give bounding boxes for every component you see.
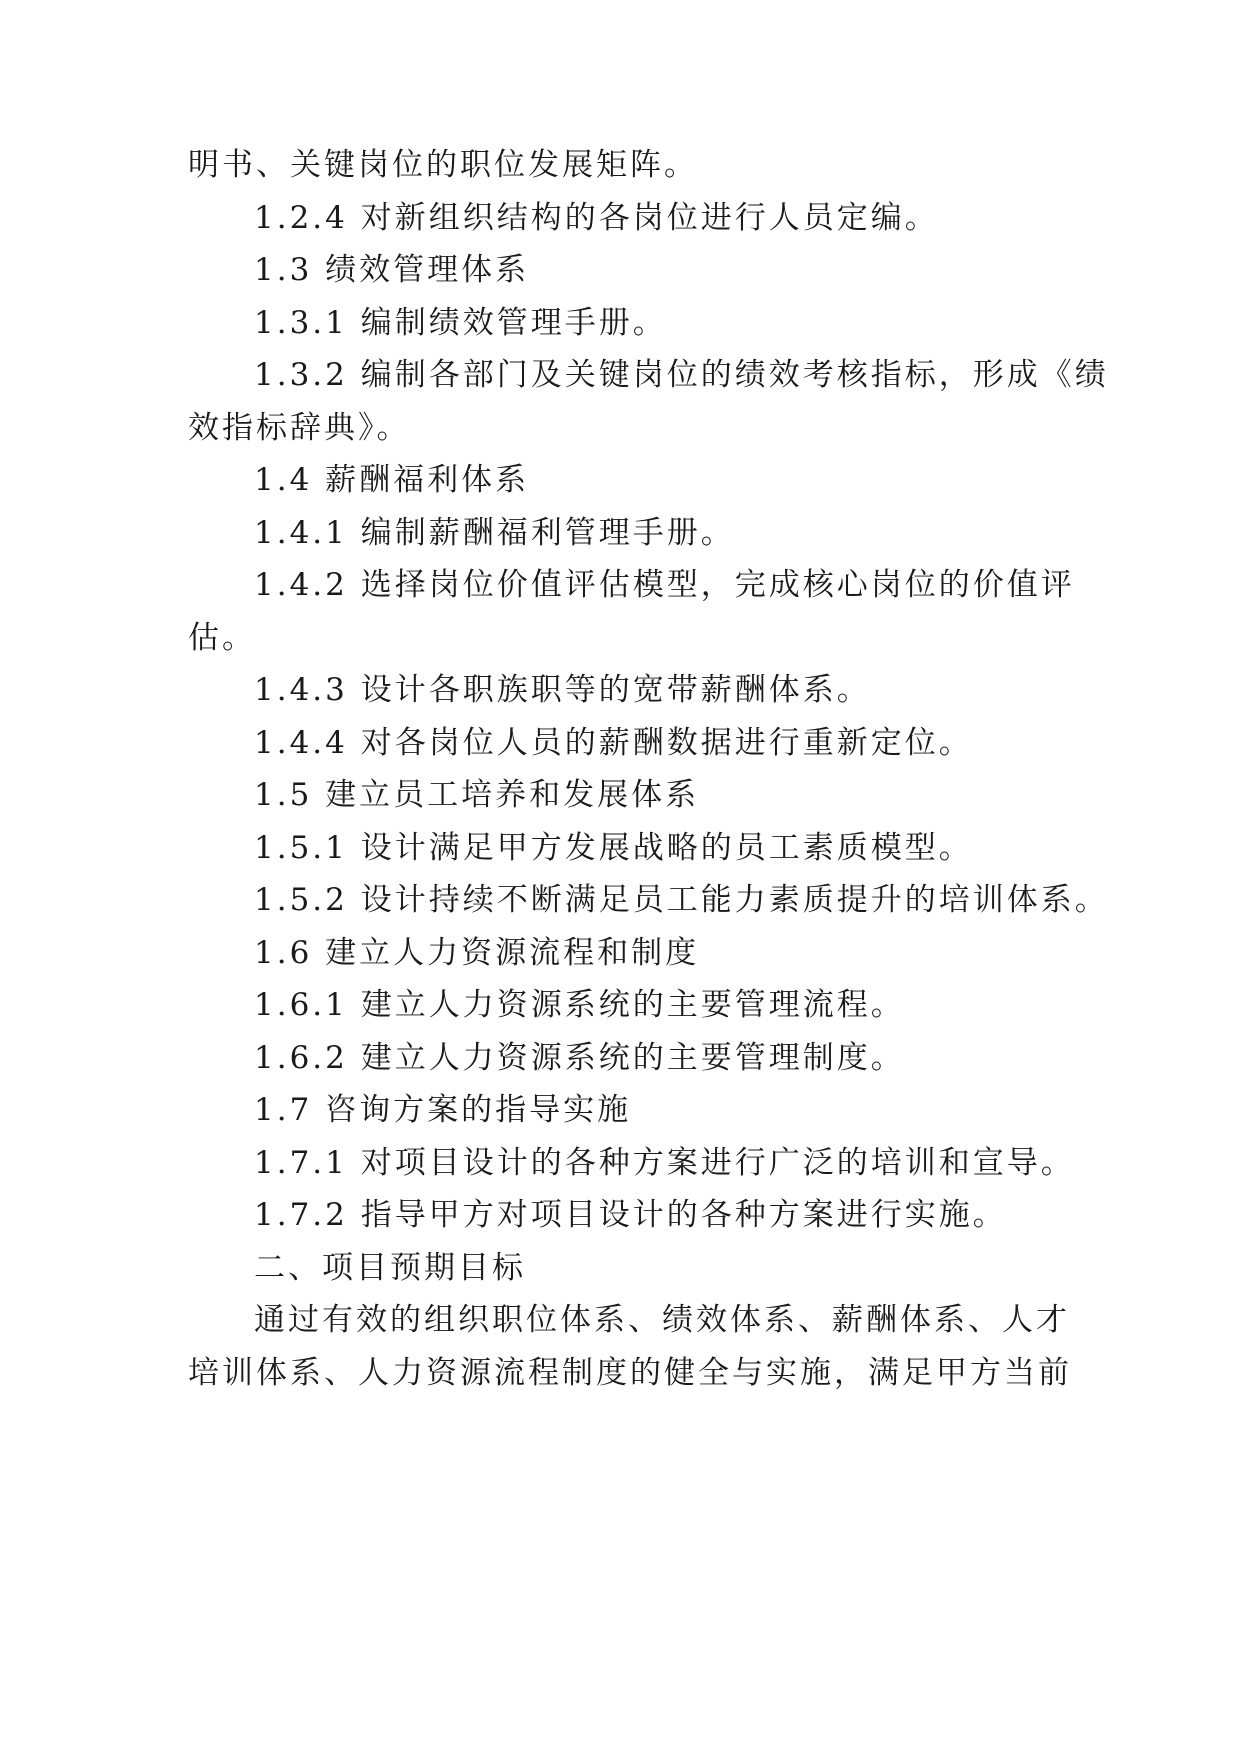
text-line: 1.4.4 对各岗位人员的薪酬数据进行重新定位。: [254, 725, 973, 761]
text-line: 1.3.1 编制绩效管理手册。: [254, 305, 667, 341]
section-heading: 1.7 咨询方案的指导实施: [254, 1092, 632, 1128]
text-line: 估。: [188, 620, 256, 656]
text-line: 培训体系、人力资源流程制度的健全与实施，满足甲方当前: [188, 1355, 1072, 1391]
text-line: 1.2.4 对新组织结构的各岗位进行人员定编。: [254, 200, 939, 236]
text-line: 1.4.2 选择岗位价值评估模型，完成核心岗位的价值评: [254, 567, 1075, 603]
section-heading: 1.5 建立员工培养和发展体系: [254, 777, 700, 813]
text-line: 1.6.2 建立人力资源系统的主要管理制度。: [254, 1040, 905, 1076]
text-line: 1.4.3 设计各职族职等的宽带薪酬体系。: [254, 672, 871, 708]
section-heading: 1.3 绩效管理体系: [254, 252, 530, 288]
section-heading: 1.4 薪酬福利体系: [254, 462, 530, 498]
text-line: 通过有效的组织职位体系、绩效体系、薪酬体系、人才: [254, 1302, 1070, 1338]
text-line: 明书、关键岗位的职位发展矩阵。: [188, 147, 698, 183]
text-line: 1.4.1 编制薪酬福利管理手册。: [254, 515, 735, 551]
section-heading: 1.6 建立人力资源流程和制度: [254, 935, 700, 971]
text-line: 1.7.2 指导甲方对项目设计的各种方案进行实施。: [254, 1197, 1007, 1233]
section-heading: 二、项目预期目标: [254, 1250, 526, 1286]
text-line: 效指标辞典》。: [188, 410, 411, 446]
text-line: 1.6.1 建立人力资源系统的主要管理流程。: [254, 987, 905, 1023]
text-line: 1.5.2 设计持续不断满足员工能力素质提升的培训体系。: [254, 882, 1109, 918]
text-line: 1.3.2 编制各部门及关键岗位的绩效考核指标，形成《绩: [254, 357, 1109, 393]
text-line: 1.7.1 对项目设计的各种方案进行广泛的培训和宣导。: [254, 1145, 1075, 1181]
text-line: 1.5.1 设计满足甲方发展战略的员工素质模型。: [254, 830, 973, 866]
